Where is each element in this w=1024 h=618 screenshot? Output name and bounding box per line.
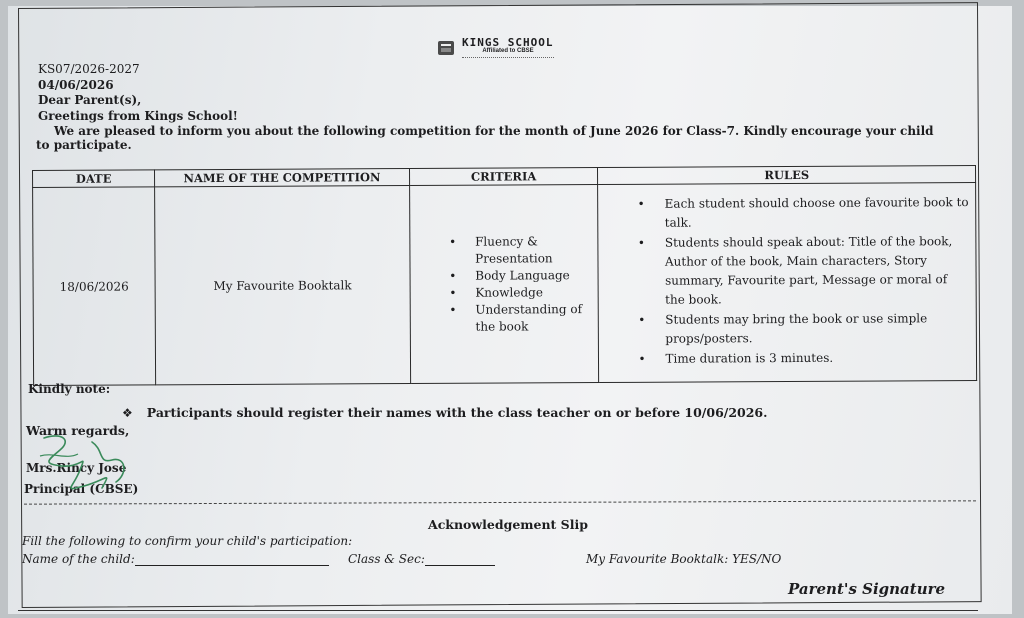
intro-paragraph: We are pleased to inform you about the following competition for the month of June 2026 for Class-7. Kindly encourage your child to participate. — [36, 124, 934, 152]
signer-name: Mrs.Rincy Jose — [26, 461, 127, 475]
logo-tagline-line — [462, 57, 554, 60]
bottom-border — [18, 610, 978, 611]
principal-signature — [32, 430, 142, 500]
child-name-label: Name of the child: — [22, 552, 135, 566]
header-date: DATE — [33, 170, 155, 188]
acknowledgement-title: Acknowledgement Slip — [428, 517, 588, 532]
list-item: • Students should speak about: Title of the book, Author of the book, Main characters, Story summary, Favourite part, Message or moral of the book. — [638, 232, 971, 310]
class-sec-field[interactable] — [348, 552, 495, 566]
reference-number: KS07/2026-2027 — [38, 62, 140, 76]
class-sec-label: Class & Sec: — [348, 552, 425, 566]
list-item: • Body Language — [449, 267, 585, 285]
header-criteria: CRITERIA — [409, 168, 598, 186]
note-text: Participants should register their names with the class teacher on or before 10/06/2026. — [146, 405, 768, 420]
criteria-list — [411, 233, 597, 336]
list-item: • Time duration is 3 minutes. — [638, 348, 971, 369]
list-item: • Understanding of the book — [449, 301, 585, 336]
rules-cell — [598, 183, 977, 383]
header-competition: NAME OF THE COMPETITION — [155, 169, 410, 187]
slip-instruction: Fill the following to confirm your child's participation: — [22, 534, 353, 548]
school-crest-icon — [436, 38, 456, 58]
salutation: Dear Parent(s), — [38, 93, 142, 107]
school-name: KINGS SCHOOL — [462, 35, 554, 49]
rules-list — [600, 191, 975, 374]
note-heading: Kindly note: — [28, 382, 111, 396]
note-item — [122, 405, 767, 420]
table-row — [33, 183, 977, 386]
diamond-bullet-icon: ❖ — [122, 406, 133, 420]
greeting: Greetings from Kings School! — [38, 109, 238, 123]
competition-date: 18/06/2026 — [33, 187, 156, 386]
child-name-field[interactable] — [22, 552, 329, 566]
child-name-blank[interactable] — [135, 553, 329, 566]
list-item: • Students may bring the book or use simple props/posters. — [638, 309, 971, 349]
letter-date: 04/06/2026 — [38, 78, 114, 92]
closing-regards: Warm regards, — [26, 423, 130, 438]
header-rules: RULES — [598, 166, 976, 185]
competition-name: My Favourite Booktalk — [155, 186, 411, 385]
list-item: • Fluency & Presentation — [449, 233, 585, 268]
booktalk-choice[interactable]: My Favourite Booktalk: YES/NO — [586, 552, 782, 566]
signer-role: Principal (CBSE) — [24, 482, 139, 496]
competition-table — [32, 165, 977, 386]
parent-signature-label: Parent's Signature — [788, 580, 946, 598]
class-sec-blank[interactable] — [425, 553, 495, 566]
list-item: • Knowledge — [449, 284, 585, 302]
school-affiliation: Affiliated to CBSE — [482, 47, 534, 54]
school-logo — [436, 34, 554, 62]
list-item: • Each student should choose one favourite book to talk. — [638, 193, 971, 233]
criteria-cell — [409, 185, 599, 384]
